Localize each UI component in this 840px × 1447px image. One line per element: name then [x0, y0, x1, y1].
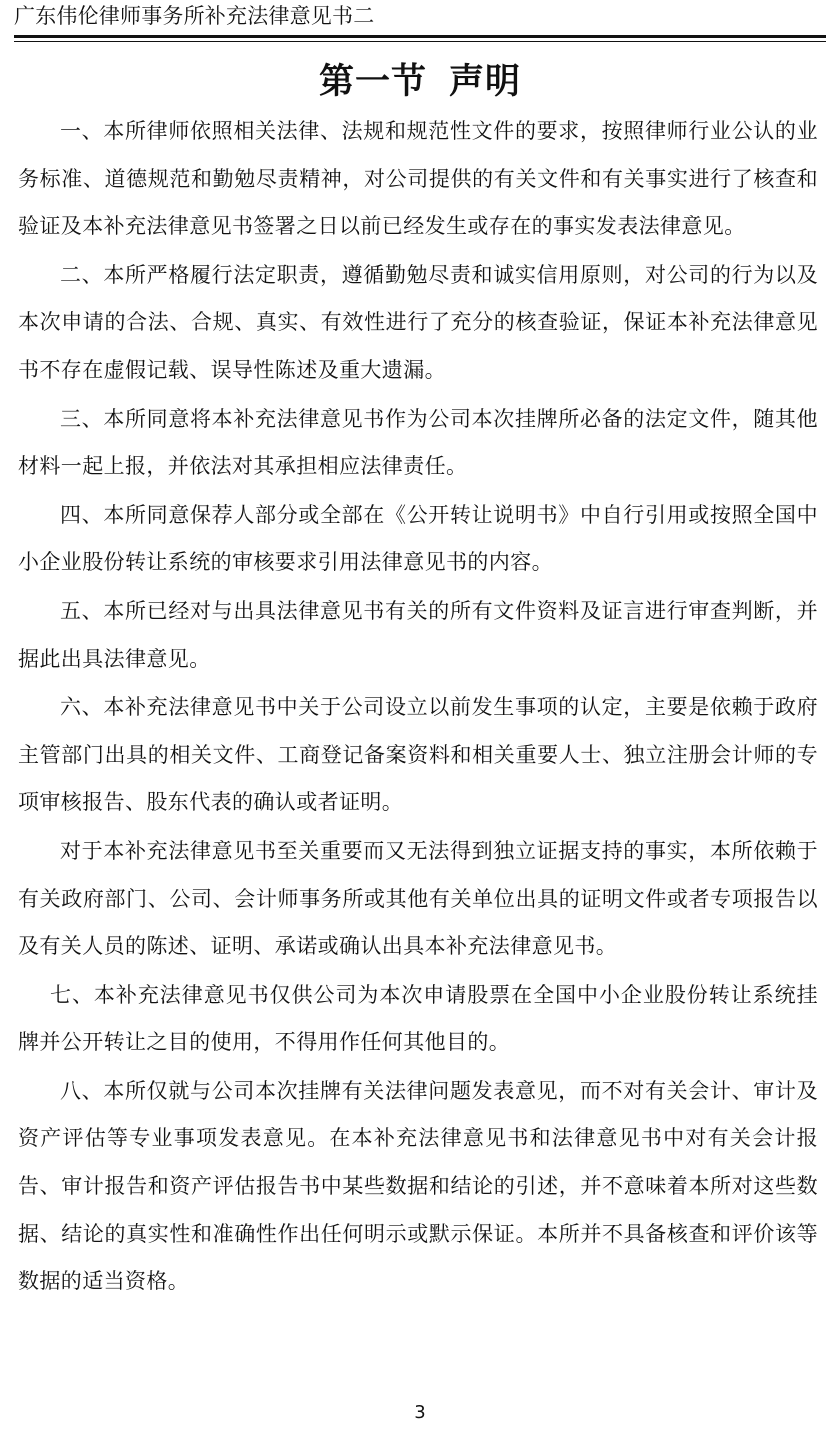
section-name: 声明	[449, 61, 522, 102]
page-header	[14, 3, 826, 31]
paragraph-7: 七、本补充法律意见书仅供公司为本次申请股票在全国中小企业股份转让系统挂牌并公开转让之目的使用，不得用作任何其他目的。	[18, 982, 818, 1055]
paragraph-6-continued: 对于本补充法律意见书至关重要而又无法得到独立证据支持的事实，本所依赖于有关政府部门、公司、会计师事务所或其他有关单位出具的证明文件或者专项报告以及有关人员的陈述、证明、承诺或确认出具本补充法律意见书。	[18, 838, 818, 959]
paragraph-6: 六、本补充法律意见书中关于公司设立以前发生事项的认定，主要是依赖于政府主管部门出具的相关文件、工商登记备案资料和相关重要人士、独立注册会计师的专项审核报告、股东代表的确认或者证明。	[18, 695, 818, 815]
paragraph-8: 八、本所仅就与公司本次挂牌有关法律问题发表意见，而不对有关会计、审计及资产评估等专业事项发表意见。在本补充法律意见书和法律意见书中对有关会计报告、审计报告和资产评估报告书中某些数据和结论的引述，并不意味着本所对这些数据、结论的真实性和准确性作出任何明示或默示保证。本所并不具备核查和评价该等数据的适当资格。	[18, 1078, 818, 1294]
document-body	[18, 108, 818, 1307]
paragraph-4: 四、本所同意保荐人部分或全部在《公开转让说明书》中自行引用或按照全国中小企业股份转让系统的审核要求引用法律意见书的内容。	[18, 502, 818, 575]
paragraph-1: 一、本所律师依照相关法律、法规和规范性文件的要求，按照律师行业公认的业务标准、道德规范和勤勉尽责精神，对公司提供的有关文件和有关事实进行了核查和验证及本补充法律意见书签署之日以前已经发生或存在的事实发表法律意见。	[18, 119, 818, 239]
paragraph-3: 三、本所同意将本补充法律意见书作为公司本次挂牌所必备的法定文件，随其他材料一起上报，并依法对其承担相应法律责任。	[18, 406, 818, 479]
section-title	[0, 58, 840, 106]
paragraph-2: 二、本所严格履行法定职责，遵循勤勉尽责和诚实信用原则，对公司的行为以及本次申请的合法、合规、真实、有效性进行了充分的核查验证，保证本补充法律意见书不存在虚假记载、误导性陈述及重大遗漏。	[18, 262, 818, 382]
header-divider-thick	[14, 35, 826, 38]
header-divider-thin	[14, 41, 826, 42]
paragraph-5: 五、本所已经对与出具法律意见书有关的所有文件资料及证言进行审查判断，并据此出具法律意见。	[18, 598, 818, 671]
page-number: 3	[414, 1402, 426, 1423]
section-number: 第一节	[318, 61, 427, 102]
header-title: 广东伟伦律师事务所补充法律意见书二	[14, 4, 375, 28]
